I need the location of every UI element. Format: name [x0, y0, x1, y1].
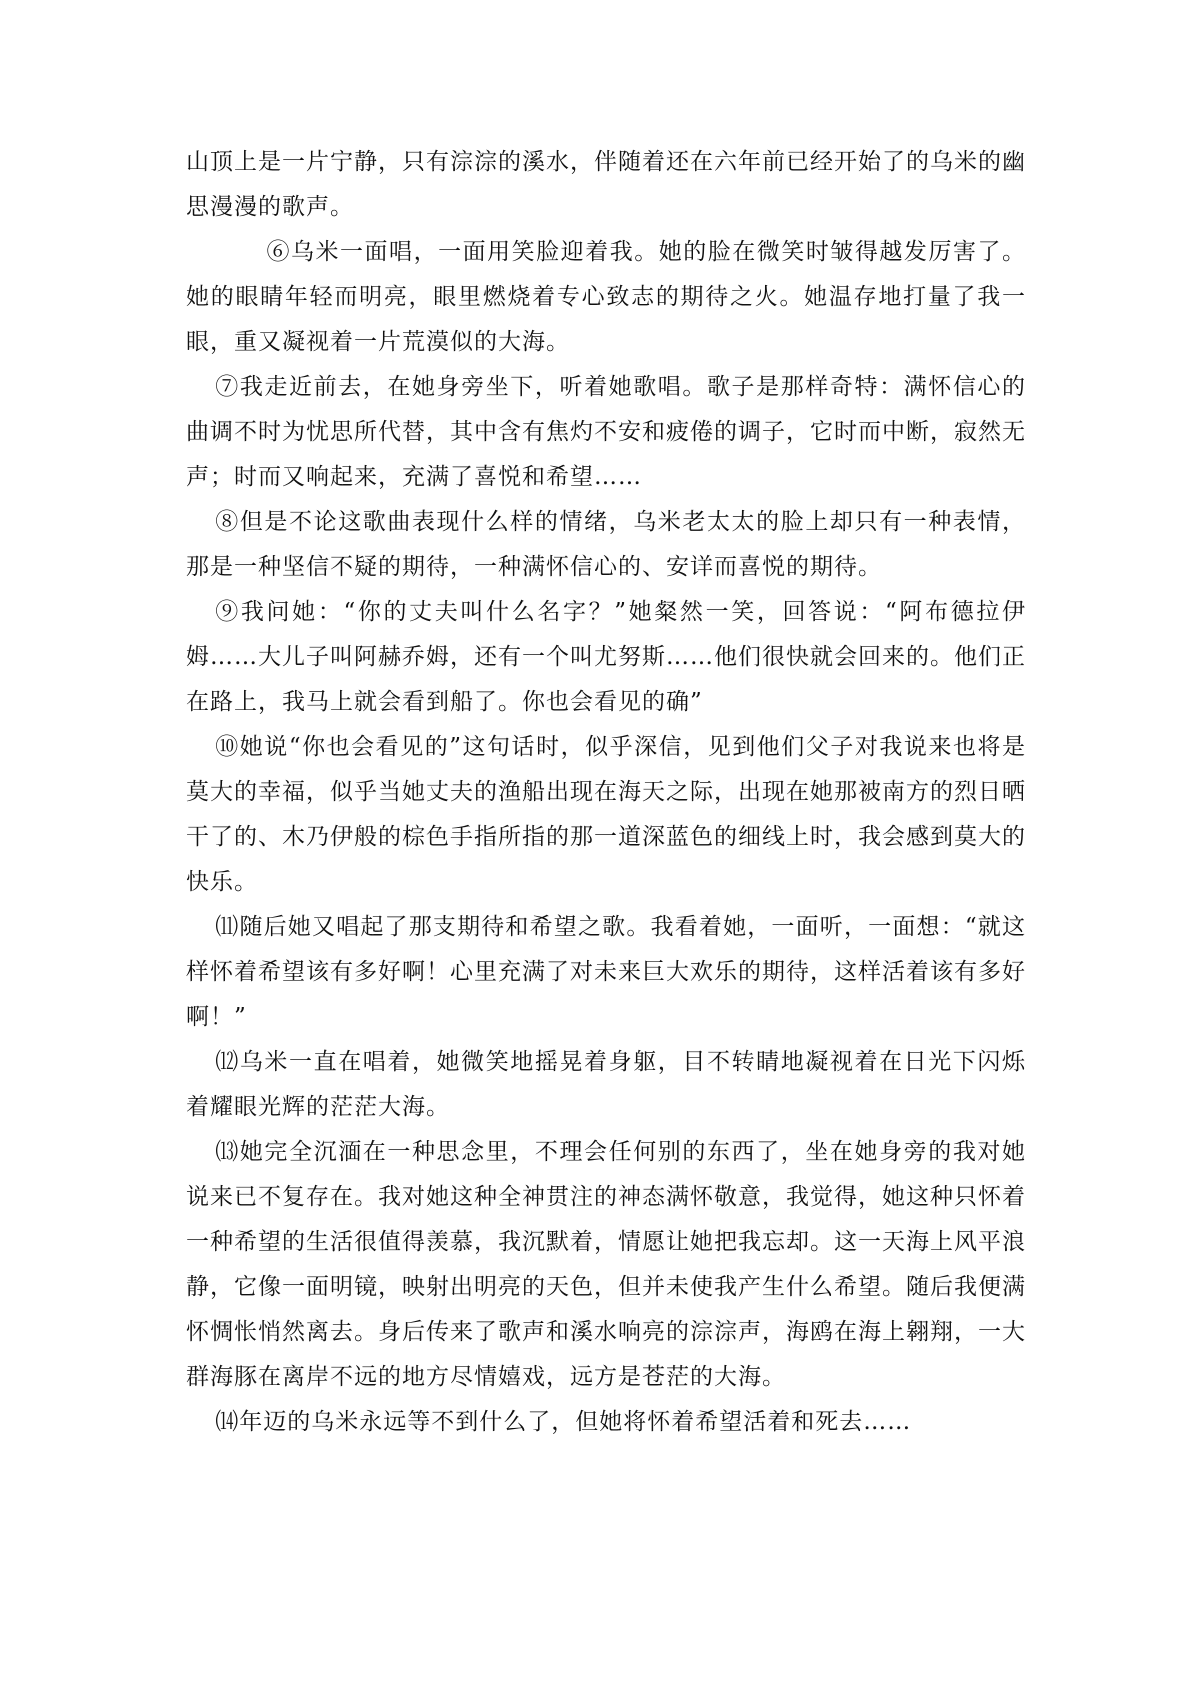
- paragraph-8: ⑧但是不论这歌曲表现什么样的情绪，乌米老太太的脸上却只有一种表情，那是一种坚信不疑的期待，一种满怀信心的、安详而喜悦的期待。: [186, 509, 1026, 580]
- paragraph-13: ⒀她完全沉湎在一种思念里，不理会任何别的东西了，坐在她身旁的我对她说来已不复存在。我对她这种全神贯注的神态满怀敬意，我觉得，她这种只怀着一种希望的生活很值得羡慕，我沉默着，情愿让她把我忘却。这一天海上风平浪静，它像一面明镜，映射出明亮的天色，但并未使我产生什么希望。随后我便满怀惆怅悄然离去。身后传来了歌声和溪水响亮的淙淙声，海鸥在海上翱翔，一大群海豚在离岸不远的地方尽情嬉戏，远方是苍茫的大海。: [186, 1139, 1026, 1390]
- paragraph-10: ⑩她说“你也会看见的”这句话时，似乎深信，见到他们父子对我说来也将是莫大的幸福，似乎当她丈夫的渔船出现在海天之际，出现在她那被南方的烈日晒干了的、木乃伊般的棕色手指所指的那一道深蓝色的细线上时，我会感到莫大的快乐。: [186, 734, 1026, 895]
- paragraph-6: ⑥乌米一面唱，一面用笑脸迎着我。她的脸在微笑时皱得越发厉害了。她的眼睛年轻而明亮，眼里燃烧着专心致志的期待之火。她温存地打量了我一眼，重又凝视着一片荒漠似的大海。: [186, 239, 1026, 355]
- paragraph-11: ⑾随后她又唱起了那支期待和希望之歌。我看着她，一面听，一面想：“就这样怀着希望该有多好啊！心里充满了对未来巨大欢乐的期待，这样活着该有多好啊！”: [186, 914, 1026, 1030]
- paragraph-9: ⑨我问她：“你的丈夫叫什么名字？”她粲然一笑，回答说：“阿布德拉伊姆……大儿子叫阿赫乔姆，还有一个叫尤努斯……他们很快就会回来的。他们正在路上，我马上就会看到船了。你也会看见的确”: [186, 599, 1026, 715]
- paragraph-7: ⑦我走近前去，在她身旁坐下，听着她歌唱。歌子是那样奇特：满怀信心的曲调不时为忧思所代替，其中含有焦灼不安和疲倦的调子，它时而中断，寂然无声；时而又响起来，充满了喜悦和希望……: [186, 374, 1026, 490]
- paragraph-continued: 山顶上是一片宁静，只有淙淙的溪水，伴随着还在六年前已经开始了的乌米的幽思漫漫的歌声。: [186, 149, 1026, 220]
- paragraph-12: ⑿乌米一直在唱着，她微笑地摇晃着身躯，目不转睛地凝视着在日光下闪烁着耀眼光辉的茫茫大海。: [186, 1049, 1026, 1120]
- paragraph-14: ⒁年迈的乌米永远等不到什么了，但她将怀着希望活着和死去……: [215, 1409, 912, 1435]
- article-body: [186, 140, 1026, 1445]
